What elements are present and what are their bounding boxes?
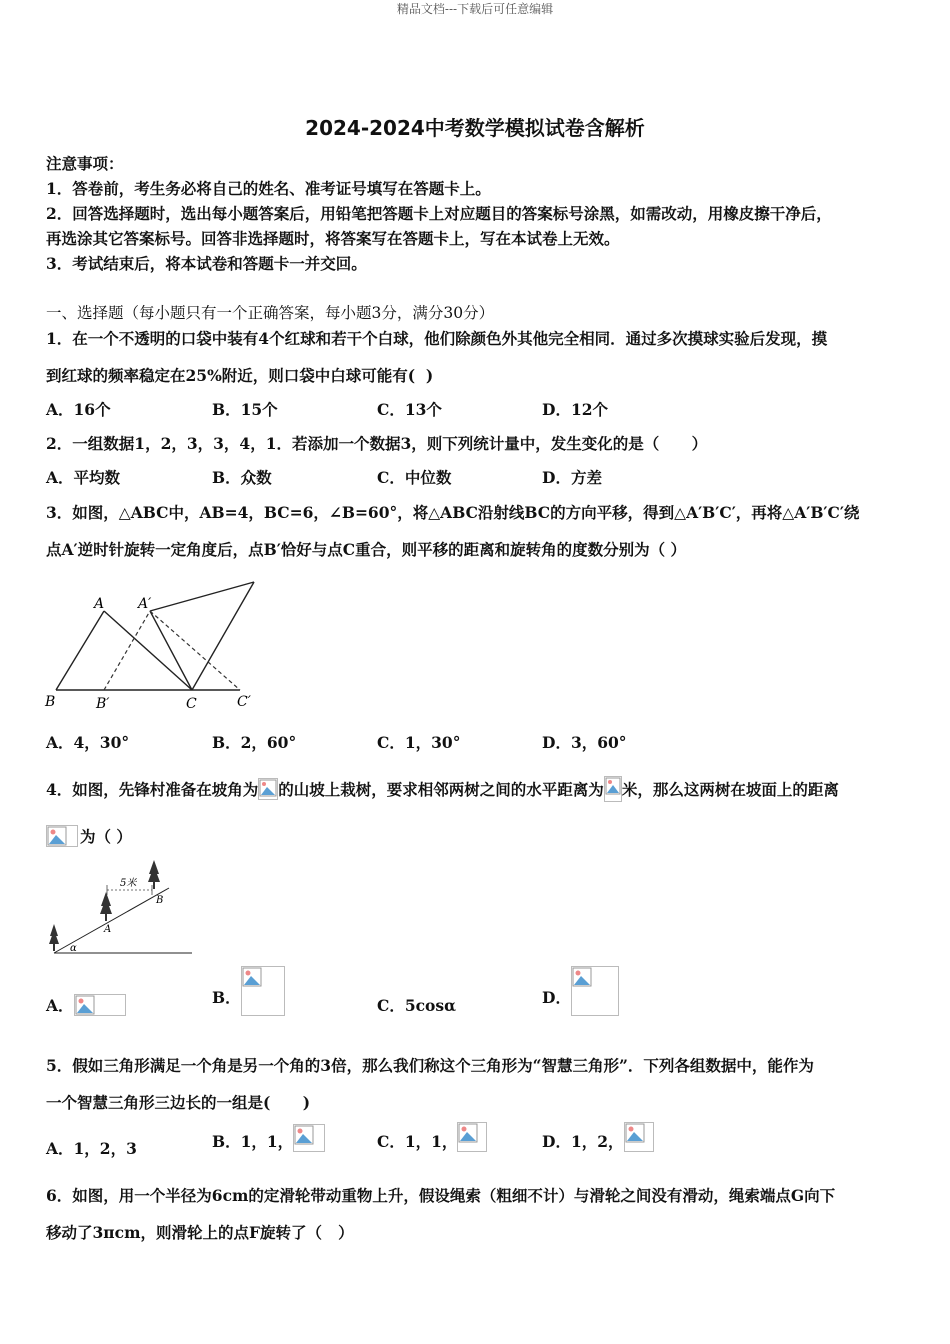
broken-image-icon <box>624 1122 654 1152</box>
q5-option-d-label: D．1，2， <box>542 1132 624 1151</box>
q1-text-line1: 1．在一个不透明的口袋中装有4个红球和若干个白球，他们除颜色外其他完全相同．通过多次摸球实验后发现，摸 <box>46 329 828 348</box>
fig-label-a: A <box>94 596 105 612</box>
q3-triangle-figure <box>40 575 270 715</box>
q4-text-line2 <box>46 825 132 847</box>
q4-text-line1 <box>46 776 839 802</box>
q4-text-part1: 4．如图，先锋村准备在坡角为 <box>46 780 259 799</box>
fig-label-b: B <box>45 694 56 710</box>
q4-option-a <box>46 994 126 1016</box>
q4-option-b-label: B． <box>212 988 241 1007</box>
q5-text-line2: 一个智慧三角形三边长的一组是( ) <box>46 1093 311 1112</box>
fig-label-b-prime: B′ <box>96 696 110 712</box>
broken-image-icon <box>46 825 78 847</box>
q3-option-d: D．3，60° <box>542 733 627 752</box>
q2-option-d: D．方差 <box>542 468 602 487</box>
fig-label-c: C <box>186 696 197 712</box>
broken-image-icon <box>571 966 619 1016</box>
q4-option-c: C．5cosα <box>377 996 457 1015</box>
q3-option-b: B．2，60° <box>212 733 297 752</box>
q5-text-line1: 5．假如三角形满足一个角是另一个角的3倍，那么我们称这个三角形为“智慧三角形”．下列各组数据中，能作为 <box>46 1056 814 1075</box>
fig-label-a: A <box>104 924 112 935</box>
note-item: 再选涂其它答案标号。回答非选择题时，将答案写在答题卡上，写在本试卷上无效。 <box>46 229 620 248</box>
q5-option-c-label: C．1，1， <box>377 1132 458 1151</box>
q5-option-a: A．1，2，3 <box>46 1139 137 1158</box>
q1-option-d: D．12个 <box>542 400 609 419</box>
page-header: 精品文档---下载后可任意编辑 <box>396 2 554 16</box>
broken-image-icon <box>293 1124 325 1152</box>
q4-text-part2: 的山坡上栽树，要求相邻两树之间的水平距离为 <box>278 780 604 799</box>
q1-option-a: A．16个 <box>46 400 111 419</box>
fig-label-a-prime: A′ <box>138 596 152 612</box>
q3-option-c: C．1，30° <box>377 733 461 752</box>
broken-image-icon <box>74 994 126 1016</box>
q1-option-c: C．13个 <box>377 400 442 419</box>
q1-text-line2: 到红球的频率稳定在25%附近，则口袋中白球可能有( ) <box>46 366 434 385</box>
q1-option-b: B．15个 <box>212 400 278 419</box>
broken-image-icon <box>258 778 278 800</box>
fig-label-distance: 5米 <box>120 878 137 889</box>
q4-option-a-label: A． <box>46 996 74 1015</box>
q3-text-line1: 3．如图，△ABC中，AB=4，BC=6，∠B=60°，将△ABC沿射线BC的方向平移，得到△A′B′C′，再将△A′B′C′绕 <box>46 503 860 522</box>
q6-text-line2: 移动了3πcm，则滑轮上的点F旋转了（ ） <box>46 1223 354 1242</box>
notes-heading: 注意事项： <box>46 154 124 173</box>
section-heading: 一、选择题（每小题只有一个正确答案，每小题3分，满分30分） <box>46 304 495 322</box>
broken-image-icon <box>457 1122 487 1152</box>
fig-label-alpha: α <box>70 943 77 954</box>
fig-label-c-prime: C′ <box>237 694 251 710</box>
q5-option-c <box>377 1122 487 1152</box>
q3-option-a: A．4，30° <box>46 733 130 752</box>
note-item: 2．回答选择题时，选出每小题答案后，用铅笔把答题卡上对应题目的答案标号涂黑，如需改动，用橡皮擦干净后， <box>46 204 832 223</box>
q6-text-line1: 6．如图，用一个半径为6cm的定滑轮带动重物上升，假设绳索（粗细不计）与滑轮之间没有滑动，绳索端点G向下 <box>46 1186 836 1205</box>
note-item: 3．考试结束后，将本试卷和答题卡一并交回。 <box>46 254 367 273</box>
q2-option-b: B．众数 <box>212 468 272 487</box>
q5-option-d <box>542 1122 654 1152</box>
q2-option-c: C．中位数 <box>377 468 452 487</box>
broken-image-icon <box>604 776 622 802</box>
q4-slope-figure <box>44 858 194 958</box>
q4-option-b <box>212 966 285 1016</box>
q5-option-b-label: B．1，1， <box>212 1132 294 1151</box>
q2-option-a: A．平均数 <box>46 468 121 487</box>
note-item: 1．答卷前，考生务必将自己的姓名、准考证号填写在答题卡上。 <box>46 179 491 198</box>
broken-image-icon <box>241 966 285 1016</box>
q4-option-d-label: D． <box>542 988 571 1007</box>
q4-text-part3: 米，那么这两树在坡面上的距离 <box>621 780 839 799</box>
fig-label-b: B <box>156 895 164 906</box>
q2-text-line1: 2．一组数据1，2，3，3，4，1．若添加一个数据3，则下列统计量中，发生变化的是（ ） <box>46 434 708 453</box>
q3-text-line2: 点A′逆时针旋转一定角度后，点B′恰好与点C重合，则平移的距离和旋转角的度数分别为（ ） <box>46 540 687 559</box>
q4-text-part4: 为（ ） <box>80 827 132 846</box>
q4-option-d <box>542 966 619 1016</box>
page-title: 2024-2024中考数学模拟试卷含解析 <box>305 116 645 140</box>
q5-option-b <box>212 1124 325 1152</box>
